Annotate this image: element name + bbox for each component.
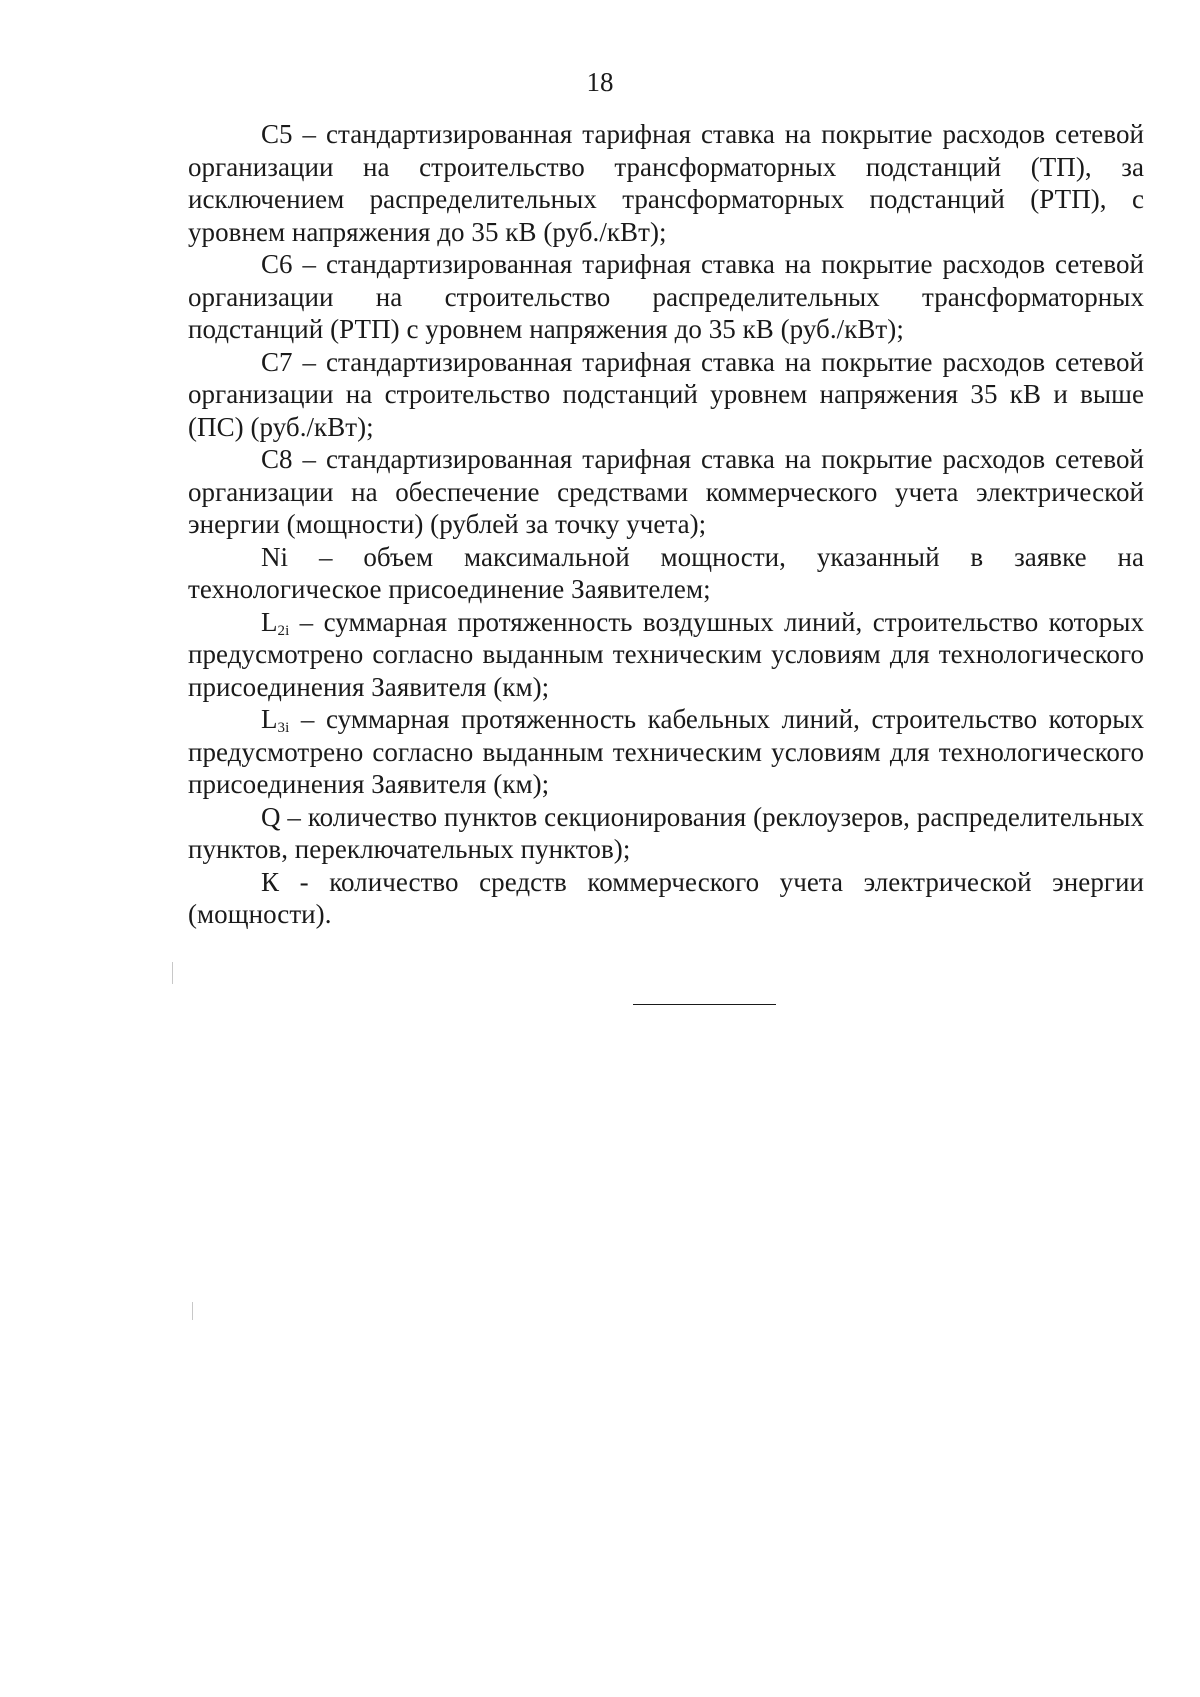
- definition-q: [188, 801, 1144, 866]
- definition-symbol: К: [261, 866, 280, 897]
- definitions-list: [188, 118, 1144, 931]
- definition-text: суммарная протяженность воздушных линий, строительство которых предусмотрено согласно выданным техническим условиям для технологического присоединения Заявителя (км);: [188, 606, 1144, 702]
- definition-k: [188, 866, 1144, 931]
- definition-symbol: $L_{3i}$: [261, 704, 290, 736]
- definition-symbol: C8: [261, 444, 293, 474]
- definition-text: стандартизированная тарифная ставка на покрытие расходов сетевой организации на строительство трансформаторных подстанций (ТП), за исключением распределительных трансформаторных подстанций (РТП), с уровнем напряжения до 35 кВ (руб./кВт);: [188, 119, 1144, 247]
- definition-separator: –: [292, 444, 326, 474]
- definition-separator: –: [292, 346, 326, 377]
- definition-text: стандартизированная тарифная ставка на покрытие расходов сетевой организации на строительство распределительных трансформаторных подстанций (РТП) с уровнем напряжения до 35 кВ (руб./кВт);: [188, 249, 1144, 344]
- definition-symbol: C6: [261, 249, 293, 279]
- definition-text: стандартизированная тарифная ставка на покрытие расходов сетевой организации на строительство подстанций уровнем напряжения 35 кВ и выше (ПС) (руб./кВт);: [188, 346, 1144, 442]
- definition-text: объем максимальной мощности, указанный в заявке на технологическое присоединение Заявителем;: [188, 541, 1144, 604]
- definition-text: количество пунктов секционирования (реклоузеров, распределительных пунктов, переключательных пунктов);: [188, 801, 1144, 864]
- definition-c5: [188, 118, 1144, 248]
- definition-symbol: C5: [261, 119, 293, 149]
- definition-c6: [188, 248, 1144, 346]
- definition-text: суммарная протяженность кабельных линий, строительство которых предусмотрено согласно выданным техническим условиям для технологического присоединения Заявителя (км);: [188, 704, 1144, 799]
- definition-c7: [188, 346, 1144, 444]
- end-divider-line: [633, 1004, 776, 1005]
- scan-artifact: [172, 962, 173, 984]
- definition-separator: -: [279, 866, 330, 897]
- definition-separator: –: [280, 801, 308, 832]
- definition-l3i: [188, 703, 1144, 801]
- definition-ni: [188, 541, 1144, 606]
- page-number: 18: [586, 67, 614, 97]
- scan-artifact: [192, 1302, 193, 1320]
- definition-symbol: Q: [261, 801, 281, 832]
- definition-separator: –: [292, 249, 326, 279]
- definition-c8: [188, 443, 1144, 541]
- definition-separator: –: [288, 541, 364, 572]
- definition-symbol: $L_{2i}$: [261, 606, 290, 639]
- definition-symbol: Ni: [261, 541, 289, 572]
- definition-separator: –: [289, 704, 326, 734]
- definition-l2i: [188, 606, 1144, 704]
- definition-text: стандартизированная тарифная ставка на покрытие расходов сетевой организации на обеспечение средствами коммерческого учета электрической энергии (мощности) (рублей за точку учета);: [188, 444, 1144, 539]
- definition-separator: –: [289, 606, 324, 637]
- definition-symbol: C7: [261, 346, 293, 377]
- definition-text: количество средств коммерческого учета электрической энергии (мощности).: [188, 866, 1144, 929]
- definition-separator: –: [292, 119, 326, 149]
